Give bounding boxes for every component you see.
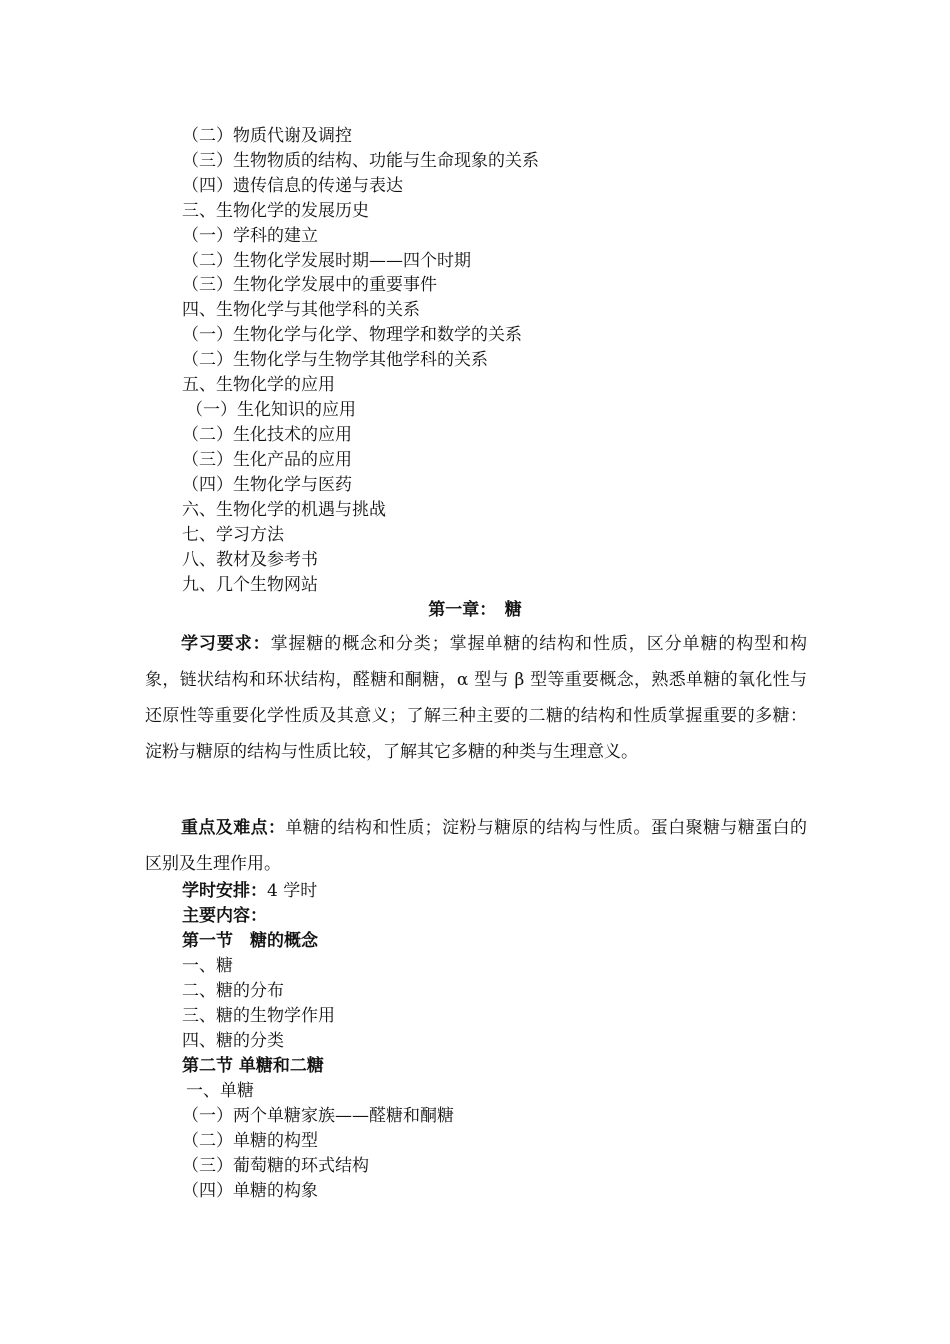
section1-item: 一、糖 xyxy=(182,956,233,976)
outline-item: （二）生物化学发展时期——四个时期 xyxy=(182,251,471,271)
outline-item: （二）生物化学与生物学其他学科的关系 xyxy=(182,350,488,370)
section2-item: （一）两个单糖家族——醛糖和酮糖 xyxy=(182,1106,454,1126)
hours-line xyxy=(182,879,317,904)
section1-item: 二、糖的分布 xyxy=(182,981,284,1001)
outline-item: （二）生化技术的应用 xyxy=(182,425,352,445)
key-points-label: 重点及难点： xyxy=(181,818,286,838)
outline-item: （三）生物化学发展中的重要事件 xyxy=(182,275,437,295)
outline-item: 五、生物化学的应用 xyxy=(182,375,335,395)
outline-item: 八、教材及参考书 xyxy=(182,550,318,570)
outline-item: 六、生物化学的机遇与挑战 xyxy=(182,500,386,520)
chapter-title: 第一章： 糖 xyxy=(428,600,522,620)
outline-item: 三、生物化学的发展历史 xyxy=(182,201,369,221)
section1-item: 三、糖的生物学作用 xyxy=(182,1006,335,1026)
section1-title: 第一节 糖的概念 xyxy=(182,931,318,951)
requirements-label: 学习要求： xyxy=(181,634,271,654)
section1-item: 四、糖的分类 xyxy=(182,1031,284,1051)
outline-item: （二）物质代谢及调控 xyxy=(182,126,352,146)
key-points-text: 单糖的结构和性质；淀粉与糖原的结构与性质。蛋白聚糖与糖蛋白的区别及生理作用。 xyxy=(145,818,808,874)
key-points xyxy=(145,810,807,882)
hours-value: 4 学时 xyxy=(267,881,318,901)
outline-item: （一）生物化学与化学、物理学和数学的关系 xyxy=(182,325,522,345)
hours-label: 学时安排： xyxy=(182,881,267,901)
outline-item: （三）生物物质的结构、功能与生命现象的关系 xyxy=(182,151,539,171)
outline-item: （一）生化知识的应用 xyxy=(186,400,356,420)
content-label: 主要内容： xyxy=(182,906,267,926)
section2-item: （三）葡萄糖的环式结构 xyxy=(182,1156,369,1176)
learning-requirements xyxy=(145,626,807,770)
outline-item: 九、几个生物网站 xyxy=(182,575,318,595)
section2-item: 一、单糖 xyxy=(186,1081,254,1101)
outline-item: （三）生化产品的应用 xyxy=(182,450,352,470)
outline-item: （四）生物化学与医药 xyxy=(182,475,352,495)
section2-title: 第二节 单糖和二糖 xyxy=(182,1056,324,1076)
outline-item: （四）遗传信息的传递与表达 xyxy=(182,176,403,196)
outline-item: 七、学习方法 xyxy=(182,525,284,545)
section2-item: （四）单糖的构象 xyxy=(182,1181,318,1201)
section2-item: （二）单糖的构型 xyxy=(182,1131,318,1151)
outline-item: 四、生物化学与其他学科的关系 xyxy=(182,300,420,320)
requirements-text: 掌握糖的概念和分类；掌握单糖的结构和性质，区分单糖的构型和构象，链状结构和环状结构，醛糖和酮糖，α 型与 β 型等重要概念，熟悉单糖的氧化性与还原性等重要化学性质及其意义；了解三种主要的二糖的结构和性质掌握重要的多糖：淀粉与糖原的结构与性质比较，了解其它多糖的种类与生理意义。 xyxy=(145,634,808,762)
outline-item: （一）学科的建立 xyxy=(182,226,318,246)
